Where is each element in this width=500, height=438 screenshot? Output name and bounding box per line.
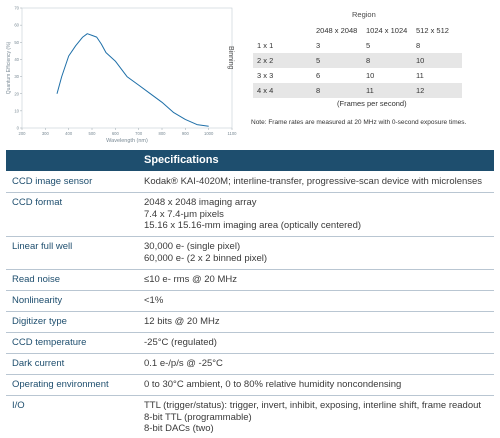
fps-cell: 6 (316, 71, 321, 80)
binning-cell: 4 x 4 (253, 83, 312, 98)
fps-cell: 10 (412, 53, 462, 68)
y-tick-label: 40 (14, 57, 19, 63)
x-tick-label: 200 (18, 131, 26, 136)
spec-row (6, 270, 494, 291)
spec-value-line: 0.1 e-/p/s @ -25°C (144, 358, 223, 369)
x-tick-label: 500 (88, 131, 96, 136)
x-tick-label: 1100 (227, 131, 237, 136)
x-tick-label: 600 (111, 131, 119, 136)
spec-value (144, 274, 237, 286)
spec-row (6, 237, 494, 270)
binning-cell: 2 x 2 (253, 53, 312, 68)
spec-row (6, 354, 494, 375)
spec-row (6, 375, 494, 396)
column-header: 1024 x 1024 (362, 23, 412, 38)
spec-label: Digitizer type (12, 316, 67, 327)
spec-value (144, 358, 223, 370)
y-tick-label: 10 (14, 108, 19, 114)
spec-value-line: ≤10 e- rms @ 20 MHz (144, 274, 237, 285)
spec-row (6, 172, 494, 193)
quantum-efficiency-chart (0, 0, 245, 148)
fps-cell: 5 (312, 53, 362, 68)
spec-row (6, 333, 494, 354)
spec-value-line: 7.4 x 7.4-μm pixels (144, 208, 224, 220)
y-axis-label: Quantum Efficiency (%) (6, 41, 12, 95)
spec-label: Dark current (12, 358, 65, 369)
spec-label: I/O (12, 400, 25, 411)
spec-value-line: 60,000 e- (2 x 2 binned pixel) (144, 252, 268, 264)
spec-label: CCD temperature (12, 337, 87, 348)
frame-rate-note: Note: Frame rates are measured at 20 MHz with 0-second exposure times. (251, 119, 467, 126)
spec-value-line: 8-bit TTL (programmable) (144, 411, 252, 423)
fps-cell: 11 (416, 71, 424, 80)
fps-cell: 5 (366, 41, 371, 50)
spec-label: Operating environment (12, 379, 109, 390)
spec-value-line: -25°C (regulated) (144, 337, 217, 348)
specifications-header (6, 150, 494, 171)
spec-value (144, 400, 481, 435)
fps-cell: 8 (416, 41, 421, 50)
binning-label: Binning (227, 46, 234, 70)
fps-cell: 12 (412, 83, 462, 98)
column-header: 2048 x 2048 (312, 23, 362, 38)
x-tick-label: 700 (135, 131, 143, 136)
spec-value (144, 197, 361, 232)
fps-cell: 11 (362, 83, 412, 98)
spec-value (144, 241, 267, 264)
spec-row (6, 193, 494, 237)
spec-value-line: 8-bit DACs (two) (144, 423, 214, 434)
spec-row (6, 396, 494, 438)
frame-rate-header-row (253, 23, 462, 38)
binning-cell: 1 x 1 (257, 41, 274, 50)
y-tick-label: 0 (16, 125, 19, 131)
plot-frame (22, 8, 232, 128)
spec-value-line: 30,000 e- (single pixel) (144, 241, 241, 252)
spec-value (144, 176, 482, 188)
x-tick-label: 400 (65, 131, 73, 136)
column-header: 512 x 512 (412, 23, 462, 38)
y-tick-label: 70 (14, 5, 19, 11)
x-axis-label: Wavelength (nm) (106, 138, 148, 144)
spec-label: Linear full well (12, 241, 73, 252)
y-tick-label: 50 (14, 39, 19, 45)
spec-value (144, 295, 163, 307)
table-row (253, 68, 462, 83)
x-tick-label: 800 (158, 131, 166, 136)
spec-value-line: 15.16 x 15.16-mm imaging area (optically centered) (144, 220, 362, 231)
spec-value-line: <1% (144, 295, 164, 306)
specifications-table (6, 172, 494, 438)
spec-value-line: 12 bits @ 20 MHz (144, 316, 220, 327)
spec-value-line: TTL (trigger/status): trigger, invert, inhibit, exposing, interline shift, frame readout (144, 400, 482, 411)
binning-cell: 3 x 3 (257, 71, 274, 80)
fps-cell: 3 (316, 41, 321, 50)
spec-value-line: Kodak® KAI-4020M; interline-transfer, progressive-scan device with microlenses (144, 176, 483, 187)
x-tick-label: 900 (181, 131, 189, 136)
fps-cell: 8 (312, 83, 362, 98)
table-row (253, 83, 462, 98)
spec-row (6, 312, 494, 333)
spec-row (6, 291, 494, 312)
specifications-title: Specifications (144, 154, 219, 166)
x-tick-label: 1000 (204, 131, 214, 136)
spec-label: Read noise (12, 274, 61, 285)
frame-rate-table (253, 23, 462, 98)
spec-value (144, 316, 220, 328)
table-row (253, 53, 462, 68)
table-row (253, 38, 462, 53)
spec-value (144, 379, 401, 391)
x-tick-label: 300 (41, 131, 49, 136)
spec-value (144, 337, 217, 349)
fps-cell: 10 (366, 71, 375, 80)
spec-label: CCD format (12, 197, 63, 208)
spec-value-line: 2048 x 2048 imaging array (144, 197, 257, 208)
frame-rate-caption: (Frames per second) (337, 99, 407, 108)
y-tick-label: 60 (14, 22, 19, 28)
y-tick-label: 30 (14, 74, 19, 80)
corner-cell (253, 23, 312, 38)
spec-label: CCD image sensor (12, 176, 93, 187)
y-tick-label: 20 (14, 91, 19, 97)
fps-cell: 8 (362, 53, 412, 68)
region-title: Region (352, 10, 376, 19)
spec-value-line: 0 to 30°C ambient, 0 to 80% relative humidity noncondensing (144, 379, 402, 390)
spec-label: Nonlinearity (12, 295, 63, 306)
